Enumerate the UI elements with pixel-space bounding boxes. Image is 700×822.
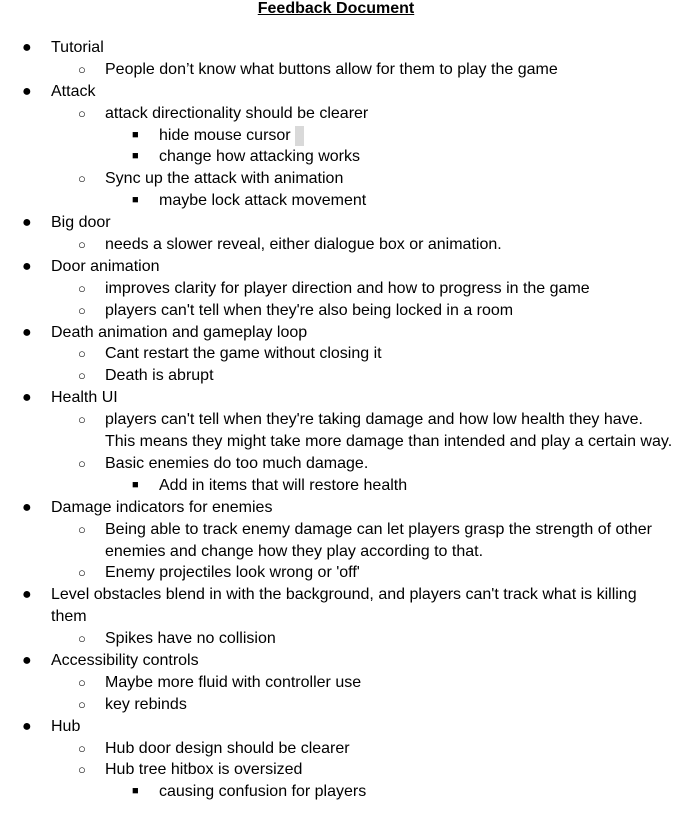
list-item-text: Enemy projectiles look wrong or 'off' <box>105 564 360 582</box>
document-body[interactable] <box>0 37 700 803</box>
list-item-text: Door animation <box>51 257 160 275</box>
list-item-text: Add in items that will restore health <box>159 476 408 494</box>
list-item-text: Spikes have no collision <box>105 630 276 648</box>
list-item <box>0 322 700 344</box>
list-item-text: players can't tell when they're also being locked in a room <box>105 301 514 319</box>
list-item <box>0 125 700 147</box>
list-item-text: Tutorial <box>51 39 104 56</box>
hollow-bullet-icon: ○ <box>78 696 86 712</box>
hollow-bullet-icon: ○ <box>78 631 86 647</box>
list-item <box>0 738 700 760</box>
hollow-bullet-icon: ○ <box>78 171 86 187</box>
list-item <box>0 694 700 716</box>
bullet-icon: ● <box>22 323 32 341</box>
hollow-bullet-icon: ○ <box>78 346 86 362</box>
bullet-icon: ● <box>22 257 32 275</box>
hollow-bullet-icon: ○ <box>78 762 86 778</box>
list-item <box>0 409 700 453</box>
list-item-text: improves clarity for player direction and how to progress in the game <box>105 279 590 297</box>
list-item-text: hide mouse cursor <box>159 126 291 144</box>
hollow-bullet-icon: ○ <box>78 280 86 296</box>
list-item <box>0 278 700 300</box>
list-item <box>0 716 700 738</box>
list-item-text: Health UI <box>51 389 118 407</box>
list-item <box>0 103 700 125</box>
bullet-icon: ● <box>22 652 32 670</box>
list-item <box>0 497 700 519</box>
list-item-text: needs a slower reveal, either dialogue box or animation. <box>105 236 502 254</box>
hollow-bullet-icon: ○ <box>78 412 86 428</box>
hollow-bullet-icon: ○ <box>78 105 86 121</box>
list-item-text: Cant restart the game without closing it <box>105 345 382 363</box>
list-item-text: Death animation and gameplay loop <box>51 323 308 341</box>
list-item-text: Hub tree hitbox is oversized <box>105 761 303 779</box>
list-item-text: Hub door design should be clearer <box>105 739 350 757</box>
list-item-text: Attack <box>51 82 96 100</box>
list-item-text: change how attacking works <box>159 148 360 166</box>
list-item <box>0 365 700 387</box>
bullet-icon: ● <box>22 498 32 516</box>
list-item <box>0 146 700 168</box>
bullet-icon: ● <box>22 586 32 604</box>
bullet-icon: ● <box>22 214 32 232</box>
list-item-text: attack directionality should be clearer <box>105 104 369 122</box>
hollow-bullet-icon: ○ <box>78 368 86 384</box>
list-item <box>0 190 700 212</box>
bullet-icon: ● <box>22 82 32 100</box>
hollow-bullet-icon: ○ <box>78 302 86 318</box>
list-item-text: Level obstacles blend in with the background, and players can't track what is killing them <box>51 586 637 626</box>
hollow-bullet-icon: ○ <box>78 61 86 77</box>
list-item <box>0 584 700 628</box>
hollow-bullet-icon: ○ <box>78 565 86 581</box>
list-item-text: maybe lock attack movement <box>159 192 367 210</box>
square-bullet-icon: ■ <box>132 785 139 798</box>
square-bullet-icon: ■ <box>132 194 139 207</box>
list-item <box>0 212 700 234</box>
square-bullet-icon: ■ <box>132 150 139 163</box>
list-item <box>0 781 700 803</box>
list-item-text: Maybe more fluid with controller use <box>105 673 362 691</box>
list-item <box>0 650 700 672</box>
list-item-text: causing confusion for players <box>159 783 367 801</box>
hollow-bullet-icon: ○ <box>78 740 86 756</box>
hollow-bullet-icon: ○ <box>78 455 86 471</box>
list-item <box>0 59 700 81</box>
list-item-text: Hub <box>51 717 81 735</box>
list-item <box>0 519 700 563</box>
list-item <box>0 562 700 584</box>
bullet-icon: ● <box>22 389 32 407</box>
list-item-text: players can't tell when they're taking damage and how low health they have. This means they might take more damage than intended and play a certain way. <box>105 411 673 451</box>
list-item-text: Big door <box>51 214 111 232</box>
list-item <box>0 256 700 278</box>
list-item <box>0 672 700 694</box>
list-item <box>0 387 700 409</box>
list-item <box>0 168 700 190</box>
list-item <box>0 343 700 365</box>
list-item-text: Sync up the attack with animation <box>105 170 344 188</box>
bullet-icon: ● <box>22 717 32 735</box>
list-item-text: key rebinds <box>105 695 187 713</box>
list-item-text: Death is abrupt <box>105 367 214 385</box>
bullet-icon: ● <box>22 39 32 56</box>
list-item <box>0 628 700 650</box>
hollow-bullet-icon: ○ <box>78 674 86 690</box>
list-item <box>0 37 700 59</box>
square-bullet-icon: ■ <box>132 478 139 491</box>
square-bullet-icon: ■ <box>132 128 139 141</box>
list-item <box>0 234 700 256</box>
list-item <box>0 759 700 781</box>
document-title: Feedback Document <box>257 0 415 17</box>
hollow-bullet-icon: ○ <box>78 237 86 253</box>
list-item-text: Accessibility controls <box>51 652 199 670</box>
list-item-text: Damage indicators for enemies <box>51 498 273 516</box>
list-item <box>0 300 700 322</box>
hollow-bullet-icon: ○ <box>78 521 86 537</box>
list-item-text: Being able to track enemy damage can let players grasp the strength of other enemies and change how they play according to that. <box>105 520 652 560</box>
list-item <box>0 475 700 497</box>
list-item-text: People don’t know what buttons allow for them to play the game <box>105 60 558 78</box>
list-item <box>0 453 700 475</box>
list-item <box>0 81 700 103</box>
list-item-text: Basic enemies do too much damage. <box>105 454 369 472</box>
text-cursor-highlight <box>295 126 304 146</box>
